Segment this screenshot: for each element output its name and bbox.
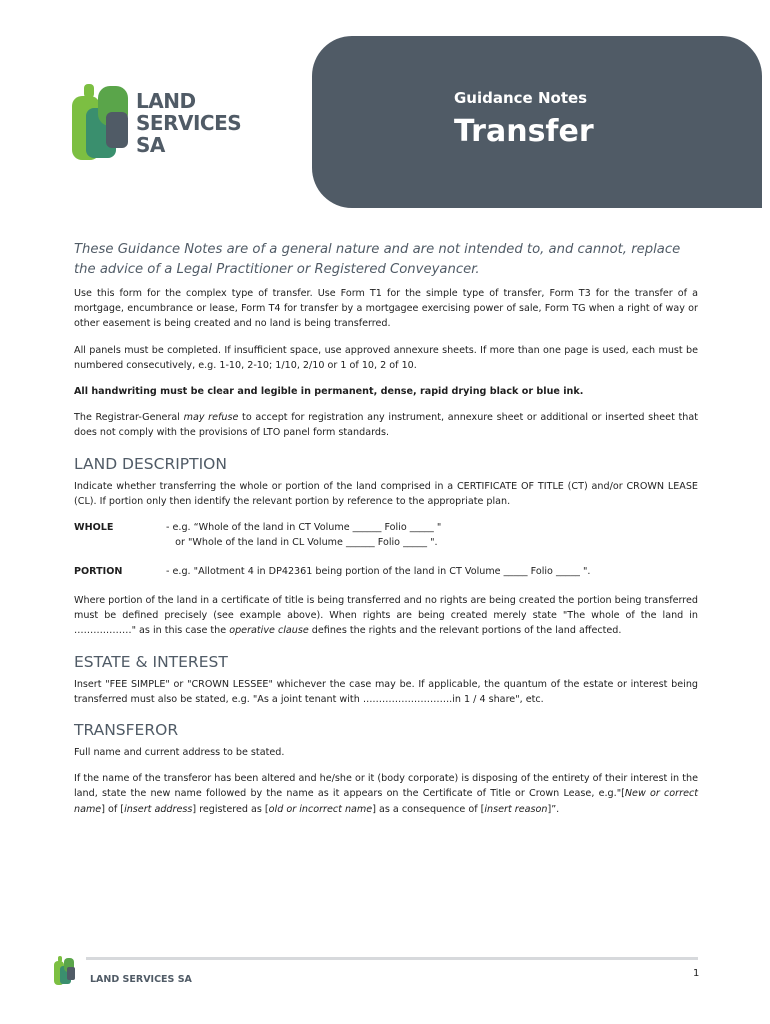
registrar-text-emphasis: may refuse — [183, 412, 239, 424]
definition-whole — [74, 520, 698, 550]
whole-example-2: or "Whole of the land in CL Volume ______ Folio _____ ". — [166, 537, 438, 549]
definition-portion — [74, 564, 698, 579]
transferor-new-name: New or correct name — [74, 788, 699, 815]
paragraph-handwriting: All handwriting must be clear and legible in permanent, dense, rapid drying black or blue ink. — [74, 386, 584, 398]
portion-example: - e.g. "Allotment 4 in DP42361 being portion of the land in CT Volume _____ Folio _____ ". — [166, 566, 591, 578]
footer-divider — [86, 957, 698, 960]
term-whole: WHOLE — [74, 522, 114, 534]
transferor-reason: insert reason — [484, 803, 548, 815]
transferor-text-e: ] registered as [ — [192, 803, 269, 815]
footer-logo-icon — [54, 956, 76, 986]
heading-land-description: LAND DESCRIPTION — [74, 454, 227, 473]
land-description-intro: Indicate whether transferring the whole or portion of the land comprised in a CERTIFICATE OF TITLE (CT) and/or CROWN LEASE (CL). If portion only then identify the relevant portion by reference to the appropriate plan. — [74, 480, 698, 507]
intro-disclaimer: These Guidance Notes are of a general nature and are not intended to, and cannot, replace the advice of a Legal Practitioner or Registered Conveyancer. — [74, 242, 681, 277]
header-subtitle: Guidance Notes — [454, 89, 588, 107]
paragraph-portion-note — [74, 593, 698, 639]
transferor-address: insert address — [124, 803, 193, 815]
transferor-text-i: ]”. — [547, 803, 560, 815]
paragraph-form-usage: Use this form for the complex type of transfer. Use Form T1 for the simple type of transfer, Form T3 for the transfer of a mortgage, encumbrance or lease, Form T4 for transfer by a mortgagee exercising power of sale, Form TG when a right of way or other easement is being created and no land is being transferred. — [74, 288, 698, 330]
logo-wordmark — [136, 90, 241, 156]
definition-text-whole — [166, 520, 698, 550]
logo-line-sa: SA — [136, 133, 165, 157]
heading-transferor: TRANSFEROR — [74, 721, 179, 740]
definition-text-portion — [166, 564, 698, 579]
paragraph-registrar — [74, 410, 698, 440]
paragraph-estate: Insert "FEE SIMPLE" or "CROWN LESSEE" whichever the case may be. If applicable, the quantum of the estate or interest being transferred must also be stated, e.g. "As a joint tenant with ……………………….in 1 / 4 share", etc. — [74, 678, 698, 705]
footer-brand-name: LAND SERVICES SA — [90, 974, 192, 985]
paragraph-transferor-name: Full name and current address to be stated. — [74, 747, 285, 759]
logo-line-services: SERVICES — [136, 111, 242, 135]
portion-note-c: defines the rights and the relevant portions of the land affected. — [308, 625, 622, 637]
logo-mark-icon — [72, 82, 136, 162]
page-title: Transfer — [454, 114, 594, 149]
term-portion: PORTION — [74, 566, 123, 578]
transferor-old-name: old or incorrect name — [268, 803, 373, 815]
whole-example-1: - e.g. “Whole of the land in CT Volume ______ Folio _____ " — [166, 522, 442, 534]
registrar-text-a: The Registrar-General — [74, 412, 184, 424]
page-number: 1 — [693, 968, 700, 979]
heading-estate-interest: ESTATE & INTEREST — [74, 652, 228, 671]
portion-note-a: Where portion of the land in a certificate of title is being transferred and no rights are being created the portion being transferred must be defined precisely (see example above). When rights are being created merely state "The whole of the land in ………………" as in this case the — [74, 595, 698, 637]
registrar-text-c: to accept for registration any instrument, annexure sheet or additional or inserted sheet that does not comply with the provisions of LTO panel form standards. — [74, 412, 698, 439]
transferor-text-a: If the name of the transferor has been altered and he/she or it (body corporate) is disposing of the entirety of their interest in the land, state the new name followed by the name as it appears on the Certificate of Title or Crown Lease, e.g."[ — [74, 773, 698, 800]
portion-note-emphasis: operative clause — [229, 625, 309, 637]
paragraph-panels: All panels must be completed. If insufficient space, use approved annexure sheets. If more than one page is used, each must be numbered consecutively, e.g. 1-10, 2-10; 1/10, 2/10 or 1 of 10, 2 of 10. — [74, 344, 698, 371]
paragraph-transferor-altered — [74, 771, 698, 817]
transferor-text-c: ] of [ — [101, 803, 125, 815]
document-body — [74, 240, 698, 828]
logo-line-land: LAND — [136, 89, 196, 113]
transferor-text-g: ] as a consequence of [ — [372, 803, 485, 815]
